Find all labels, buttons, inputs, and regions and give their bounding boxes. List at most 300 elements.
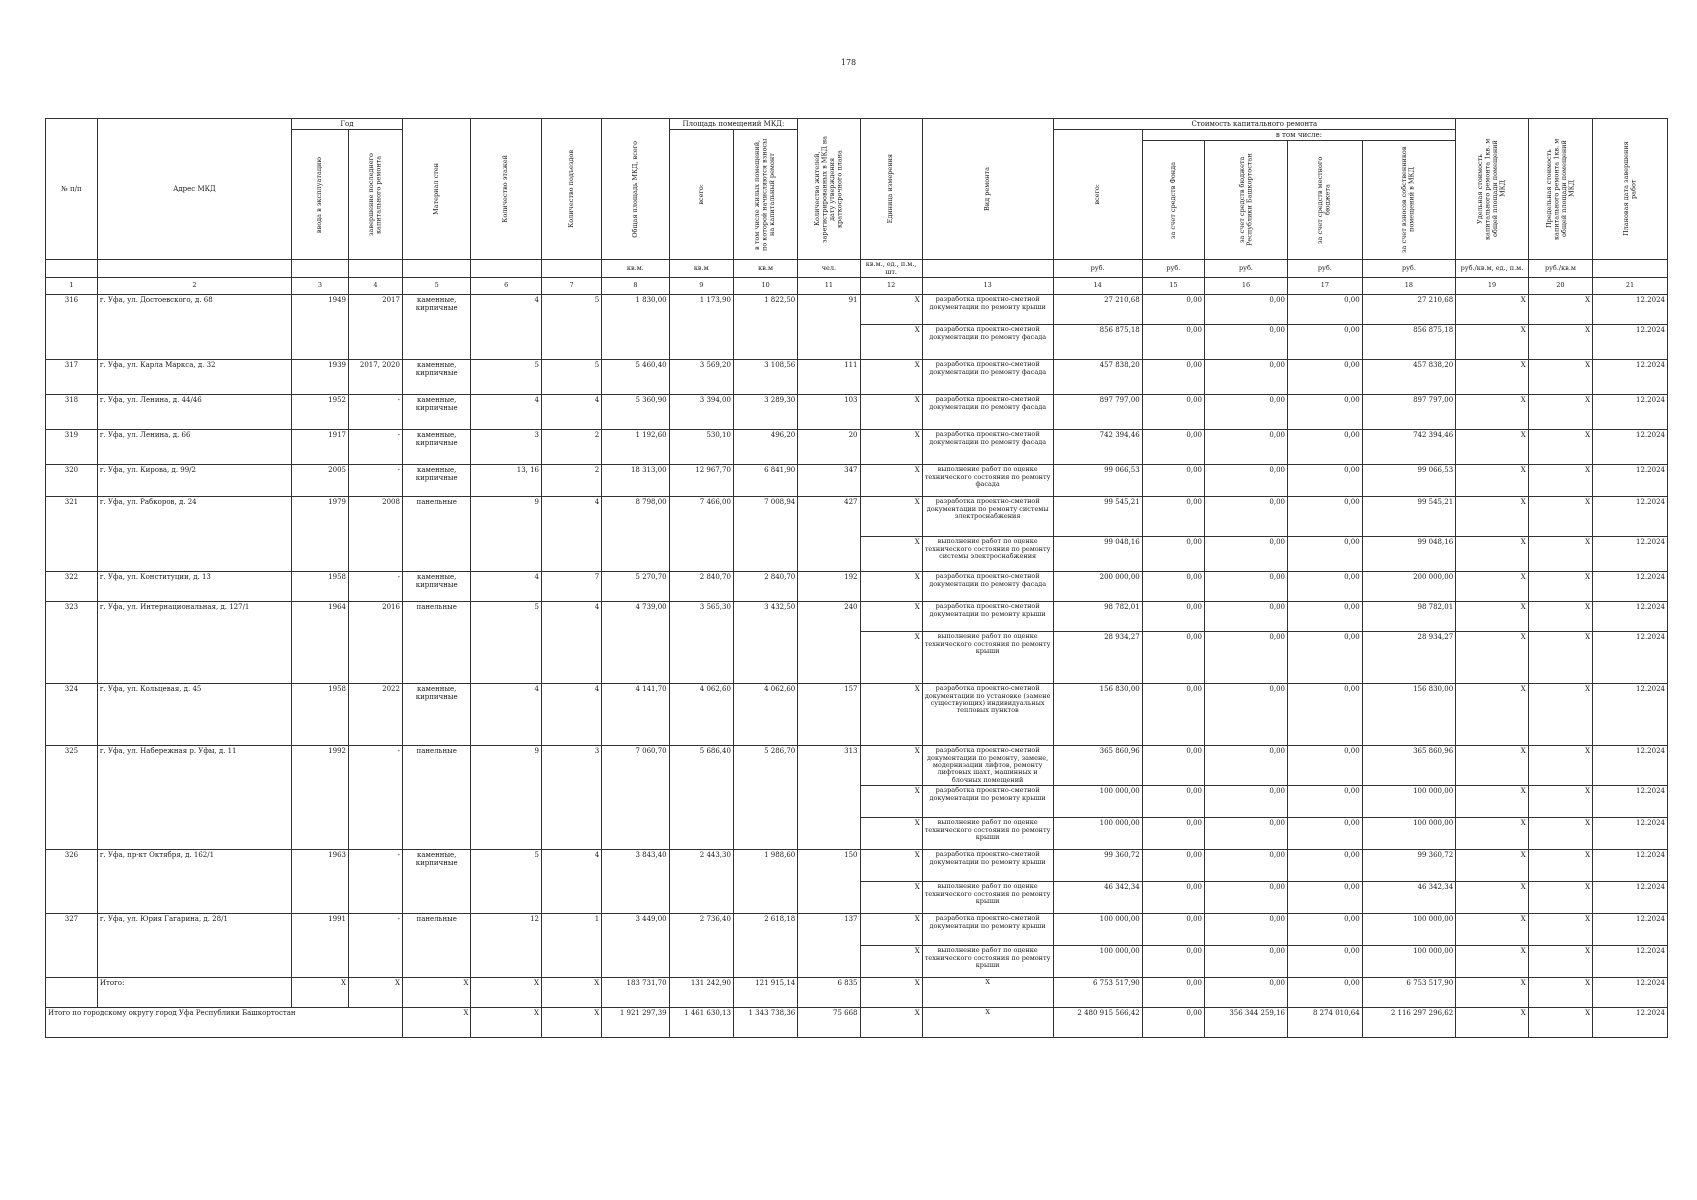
cost-fund-cell: 0,00	[1142, 465, 1204, 497]
cost-owners-cell: 27 210,68	[1362, 295, 1455, 325]
table-body	[46, 295, 1668, 1038]
cost-total-cell: 365 860,96	[1053, 746, 1142, 786]
cost-total-cell: 742 394,46	[1053, 430, 1142, 465]
grand-total-row	[46, 1008, 1668, 1038]
header-cost-group: Стоимость капитального ремонта	[1053, 119, 1456, 130]
cost-owners-cell: 856 875,18	[1362, 325, 1455, 360]
unit-cell: X	[860, 684, 922, 746]
floors-cell: 4	[471, 572, 542, 602]
entrances-cell: 3	[542, 746, 602, 850]
year-last-repair-cell: -	[348, 465, 402, 497]
year-commissioned-cell: 1949	[291, 295, 348, 360]
max-cost-cell: X	[1528, 746, 1592, 786]
subtotal-en-cell: X	[542, 978, 602, 1008]
total-area-cell: 3 843,40	[602, 850, 669, 914]
row-number-cell: 324	[46, 684, 98, 746]
residents-cell: 150	[798, 850, 860, 914]
entrances-cell: 2	[542, 465, 602, 497]
table-row	[46, 602, 1668, 632]
floors-cell: 12	[471, 914, 542, 978]
work-type-cell: разработка проектно-сметной документации по установке (замене существующих) индивидуальных тепловых пунктов	[922, 684, 1053, 746]
header-area-group: Площадь помещений МКД:	[669, 119, 798, 130]
floors-cell: 4	[471, 684, 542, 746]
cost-total-cell: 100 000,00	[1053, 946, 1142, 978]
cost-republic-cell: 0,00	[1204, 395, 1287, 430]
floors-cell: 13, 16	[471, 465, 542, 497]
table-row	[46, 684, 1668, 746]
cost-owners-cell: 2 116 297 296,62	[1362, 1008, 1455, 1038]
total-area-cell: 1 830,00	[602, 295, 669, 360]
header-incl: в том числе:	[1142, 130, 1455, 141]
header-area-total: всего:	[669, 130, 733, 260]
plan-date-cell: 12.2024	[1593, 946, 1668, 978]
header-work-type: Вид ремонта	[922, 119, 1053, 260]
cost-local-cell: 0,00	[1288, 360, 1363, 395]
col-index: 11	[798, 278, 860, 295]
unit-cell: руб./кв.м	[1528, 260, 1592, 278]
year-commissioned-cell: 1963	[291, 850, 348, 914]
cost-owners-cell: 98 782,01	[1362, 602, 1455, 632]
table-row	[46, 295, 1668, 325]
cost-owners-cell: 28 934,27	[1362, 632, 1455, 684]
unit-cost-cell: X	[1456, 978, 1529, 1008]
year-last-repair-cell: 2022	[348, 684, 402, 746]
unit-cell: руб./кв.м, ед., п.м.	[1456, 260, 1529, 278]
max-cost-cell: X	[1528, 978, 1592, 1008]
header-total-area: Общая площадь МКД, всего	[602, 119, 669, 260]
floors-cell: 9	[471, 497, 542, 572]
unit-cell: X	[860, 395, 922, 430]
residents-cell: 240	[798, 602, 860, 684]
cost-local-cell: 0,00	[1288, 537, 1363, 572]
grand-total-a3-cell: 1 343 738,36	[733, 1008, 797, 1038]
unit-cell: руб.	[1142, 260, 1204, 278]
unit-cost-cell: X	[1456, 882, 1529, 914]
unit-cell: X	[860, 497, 922, 537]
max-cost-cell: X	[1528, 818, 1592, 850]
work-type-cell: разработка проектно-сметной документации по ремонту крыши	[922, 602, 1053, 632]
cost-republic-cell: 0,00	[1204, 572, 1287, 602]
cost-fund-cell: 0,00	[1142, 537, 1204, 572]
max-cost-cell: X	[1528, 537, 1592, 572]
cost-owners-cell: 100 000,00	[1362, 786, 1455, 818]
header-entrances: Количество подъездов	[542, 119, 602, 260]
area-total-cell: 12 967,70	[669, 465, 733, 497]
entrances-cell: 4	[542, 395, 602, 430]
table-row	[46, 914, 1668, 946]
col-index: 8	[602, 278, 669, 295]
cost-total-cell: 27 210,68	[1053, 295, 1142, 325]
cost-local-cell: 0,00	[1288, 882, 1363, 914]
cost-fund-cell: 0,00	[1142, 395, 1204, 430]
unit-cell	[97, 260, 291, 278]
area-paying-cell: 3 108,56	[733, 360, 797, 395]
unit-cost-cell: X	[1456, 914, 1529, 946]
address-cell: г. Уфа, ул. Рабкоров, д. 24	[97, 497, 291, 572]
unit-cost-cell: X	[1456, 572, 1529, 602]
unit-cost-cell: X	[1456, 746, 1529, 786]
unit-cost-cell: X	[1456, 850, 1529, 882]
plan-date-cell: 12.2024	[1593, 360, 1668, 395]
unit-cell: X	[860, 1008, 922, 1038]
residents-cell: 20	[798, 430, 860, 465]
plan-date-cell: 12.2024	[1593, 978, 1668, 1008]
col-index: 3	[291, 278, 348, 295]
table-row	[46, 395, 1668, 430]
floors-cell: 5	[471, 602, 542, 684]
header-plan-date: Плановая дата завершения работ	[1593, 119, 1668, 260]
total-area-cell: 3 449,00	[602, 914, 669, 978]
header-floors: Количество этажей	[471, 119, 542, 260]
unit-cell	[348, 260, 402, 278]
col-index: 20	[1528, 278, 1592, 295]
area-paying-cell: 7 008,94	[733, 497, 797, 572]
total-area-cell: 7 060,70	[602, 746, 669, 850]
cost-owners-cell: 742 394,46	[1362, 430, 1455, 465]
unit-cost-cell: X	[1456, 395, 1529, 430]
work-type-cell: выполнение работ по оценке технического состояния по ремонту крыши	[922, 882, 1053, 914]
cost-total-cell: 99 545,21	[1053, 497, 1142, 537]
entrances-cell: 4	[542, 602, 602, 684]
subtotal-y2-cell: X	[348, 978, 402, 1008]
address-cell: г. Уфа, ул. Кольцевая, д. 45	[97, 684, 291, 746]
plan-date-cell: 12.2024	[1593, 602, 1668, 632]
cost-total-cell: 2 480 915 566,42	[1053, 1008, 1142, 1038]
cost-republic-cell: 0,00	[1204, 602, 1287, 632]
cost-local-cell: 0,00	[1288, 325, 1363, 360]
year-commissioned-cell: 1979	[291, 497, 348, 572]
unit-cell	[402, 260, 470, 278]
header-wall-material: Материал стен	[402, 119, 470, 260]
cost-owners-cell: 897 797,00	[1362, 395, 1455, 430]
year-commissioned-cell: 1939	[291, 360, 348, 395]
max-cost-cell: X	[1528, 914, 1592, 946]
cost-republic-cell: 0,00	[1204, 537, 1287, 572]
header-max-cost: Предельная стоимость капитального ремонта 1кв. м общей площади помещений МКД	[1528, 119, 1592, 260]
col-index: 18	[1362, 278, 1455, 295]
cost-owners-cell: 156 830,00	[1362, 684, 1455, 746]
header-unit-cost: Удельная стоимость капитального ремонта 1кв. м общей площади помещений МКД	[1456, 119, 1529, 260]
cost-local-cell: 0,00	[1288, 465, 1363, 497]
cost-republic-cell: 0,00	[1204, 360, 1287, 395]
plan-date-cell: 12.2024	[1593, 882, 1668, 914]
cost-fund-cell: 0,00	[1142, 325, 1204, 360]
cost-local-cell: 0,00	[1288, 430, 1363, 465]
max-cost-cell: X	[1528, 465, 1592, 497]
year-last-repair-cell: 2016	[348, 602, 402, 684]
plan-date-cell: 12.2024	[1593, 818, 1668, 850]
col-index: 13	[922, 278, 1053, 295]
address-cell: г. Уфа, ул. Карла Маркса, д. 32	[97, 360, 291, 395]
cost-republic-cell: 0,00	[1204, 978, 1287, 1008]
grand-total-a2-cell: 1 461 630,13	[669, 1008, 733, 1038]
cost-local-cell: 0,00	[1288, 684, 1363, 746]
floors-cell: 4	[471, 295, 542, 360]
col-index: 17	[1288, 278, 1363, 295]
subtotal-row	[46, 978, 1668, 1008]
total-area-cell: 1 192,60	[602, 430, 669, 465]
header-cost-total: всего:	[1053, 130, 1142, 260]
area-paying-cell: 1 988,60	[733, 850, 797, 914]
area-paying-cell: 496,20	[733, 430, 797, 465]
subtotal-mat-cell: X	[402, 978, 470, 1008]
residents-cell: 313	[798, 746, 860, 850]
year-commissioned-cell: 1992	[291, 746, 348, 850]
work-type-cell: разработка проектно-сметной документации по ремонту крыши	[922, 850, 1053, 882]
cost-fund-cell: 0,00	[1142, 572, 1204, 602]
cost-local-cell: 0,00	[1288, 572, 1363, 602]
col-index: 4	[348, 278, 402, 295]
subtotal-a2-cell: 131 242,90	[669, 978, 733, 1008]
entrances-cell: 1	[542, 914, 602, 978]
subtotal-label: Итого:	[97, 978, 291, 1008]
cost-local-cell: 0,00	[1288, 786, 1363, 818]
unit-cell: X	[860, 632, 922, 684]
area-paying-cell: 3 432,50	[733, 602, 797, 684]
cost-local-cell: 0,00	[1288, 978, 1363, 1008]
header-year-commissioned: ввода в эксплуатацию	[291, 130, 348, 260]
col-index: 21	[1593, 278, 1668, 295]
unit-cost-cell: X	[1456, 1008, 1529, 1038]
row-number-cell: 323	[46, 602, 98, 684]
unit-cost-cell: X	[1456, 325, 1529, 360]
cost-local-cell: 0,00	[1288, 295, 1363, 325]
cost-total-cell: 28 934,27	[1053, 632, 1142, 684]
plan-date-cell: 12.2024	[1593, 572, 1668, 602]
header-cost-republic: за счет средств бюджета Республики Башкортостан	[1204, 141, 1287, 260]
page-number: 178	[840, 58, 857, 67]
header-residents: Количество жителей, зарегистрированных в МКД на дату утверждения краткосрочного плана	[798, 119, 860, 260]
unit-cost-cell: X	[1456, 946, 1529, 978]
work-type-cell: X	[922, 1008, 1053, 1038]
row-number-cell: 321	[46, 497, 98, 572]
row-number-cell: 317	[46, 360, 98, 395]
table-row	[46, 850, 1668, 882]
cost-owners-cell: 200 000,00	[1362, 572, 1455, 602]
work-type-cell: X	[922, 978, 1053, 1008]
table-row	[46, 430, 1668, 465]
cost-owners-cell: 99 360,72	[1362, 850, 1455, 882]
area-total-cell: 2 736,40	[669, 914, 733, 978]
cost-total-cell: 457 838,20	[1053, 360, 1142, 395]
area-total-cell: 2 443,30	[669, 850, 733, 914]
cost-local-cell: 0,00	[1288, 746, 1363, 786]
cost-fund-cell: 0,00	[1142, 632, 1204, 684]
total-area-cell: 5 270,70	[602, 572, 669, 602]
unit-cell: X	[860, 946, 922, 978]
cost-republic-cell: 0,00	[1204, 746, 1287, 786]
area-paying-cell: 2 618,18	[733, 914, 797, 978]
cost-owners-cell: 457 838,20	[1362, 360, 1455, 395]
row-number-cell: 326	[46, 850, 98, 914]
cost-owners-cell: 99 048,16	[1362, 537, 1455, 572]
cost-total-cell: 897 797,00	[1053, 395, 1142, 430]
cost-republic-cell: 0,00	[1204, 325, 1287, 360]
cost-total-cell: 156 830,00	[1053, 684, 1142, 746]
entrances-cell: 2	[542, 430, 602, 465]
header-area-paying: в том числе жилых помещений, по которой начисляются взносы на капитальный ремонт	[733, 130, 797, 260]
residents-cell: 103	[798, 395, 860, 430]
unit-cell: кв.м., ед., п.м., шт.	[860, 260, 922, 278]
cost-owners-cell: 365 860,96	[1362, 746, 1455, 786]
subtotal-res-cell: 6 835	[798, 978, 860, 1008]
area-total-cell: 7 466,00	[669, 497, 733, 572]
wall-material-cell: каменные, кирпичные	[402, 295, 470, 360]
cost-total-cell: 200 000,00	[1053, 572, 1142, 602]
unit-cost-cell: X	[1456, 632, 1529, 684]
plan-date-cell: 12.2024	[1593, 497, 1668, 537]
address-cell: г. Уфа, ул. Юрия Гагарина, д. 28/1	[97, 914, 291, 978]
unit-cost-cell: X	[1456, 684, 1529, 746]
unit-cell: X	[860, 882, 922, 914]
area-total-cell: 5 686,40	[669, 746, 733, 850]
units-row	[46, 260, 1668, 278]
col-index: 6	[471, 278, 542, 295]
cost-fund-cell: 0,00	[1142, 295, 1204, 325]
cost-local-cell: 0,00	[1288, 602, 1363, 632]
wall-material-cell: каменные, кирпичные	[402, 572, 470, 602]
unit-cell	[1593, 260, 1668, 278]
plan-date-cell: 12.2024	[1593, 1008, 1668, 1038]
plan-date-cell: 12.2024	[1593, 430, 1668, 465]
grand-total-en-cell: X	[542, 1008, 602, 1038]
table-row	[46, 572, 1668, 602]
plan-date-cell: 12.2024	[1593, 632, 1668, 684]
cost-total-cell: 100 000,00	[1053, 786, 1142, 818]
year-last-repair-cell: -	[348, 850, 402, 914]
work-type-cell: разработка проектно-сметной документации по ремонту системы электроснабжения	[922, 497, 1053, 537]
cost-fund-cell: 0,00	[1142, 684, 1204, 746]
cost-owners-cell: 46 342,34	[1362, 882, 1455, 914]
header-year-group: Год	[291, 119, 402, 130]
unit-cell: кв.м	[669, 260, 733, 278]
area-total-cell: 3 394,00	[669, 395, 733, 430]
cost-republic-cell: 356 344 259,16	[1204, 1008, 1287, 1038]
floors-cell: 9	[471, 746, 542, 850]
unit-cell: кв.м.	[602, 260, 669, 278]
max-cost-cell: X	[1528, 684, 1592, 746]
row-number-cell: 318	[46, 395, 98, 430]
grand-total-mat-cell: X	[402, 1008, 470, 1038]
area-paying-cell: 6 841,90	[733, 465, 797, 497]
row-number-cell	[46, 978, 98, 1008]
unit-cell	[471, 260, 542, 278]
plan-date-cell: 12.2024	[1593, 465, 1668, 497]
work-type-cell: разработка проектно-сметной документации по ремонту фасада	[922, 430, 1053, 465]
col-index: 16	[1204, 278, 1287, 295]
work-type-cell: разработка проектно-сметной документации по ремонту крыши	[922, 914, 1053, 946]
row-number-cell: 319	[46, 430, 98, 465]
wall-material-cell: каменные, кирпичные	[402, 465, 470, 497]
work-type-cell: выполнение работ по оценке технического состояния по ремонту крыши	[922, 946, 1053, 978]
col-index: 15	[1142, 278, 1204, 295]
year-commissioned-cell: 1958	[291, 572, 348, 602]
cost-owners-cell: 6 753 517,90	[1362, 978, 1455, 1008]
table-row	[46, 497, 1668, 537]
max-cost-cell: X	[1528, 430, 1592, 465]
unit-cell: X	[860, 978, 922, 1008]
address-cell: г. Уфа, ул. Набережная р. Уфы, д. 11	[97, 746, 291, 850]
plan-date-cell: 12.2024	[1593, 850, 1668, 882]
work-type-cell: разработка проектно-сметной документации по ремонту крыши	[922, 295, 1053, 325]
cost-fund-cell: 0,00	[1142, 818, 1204, 850]
total-area-cell: 8 798,00	[602, 497, 669, 572]
area-paying-cell: 1 822,50	[733, 295, 797, 360]
plan-date-cell: 12.2024	[1593, 684, 1668, 746]
cost-fund-cell: 0,00	[1142, 850, 1204, 882]
area-total-cell: 4 062,60	[669, 684, 733, 746]
table-row	[46, 746, 1668, 786]
year-last-repair-cell: -	[348, 914, 402, 978]
table-header	[46, 119, 1668, 295]
unit-cell: чел.	[798, 260, 860, 278]
floors-cell: 5	[471, 360, 542, 395]
wall-material-cell: каменные, кирпичные	[402, 684, 470, 746]
cost-total-cell: 99 066,53	[1053, 465, 1142, 497]
unit-cost-cell: X	[1456, 360, 1529, 395]
col-index: 5	[402, 278, 470, 295]
unit-cell: кв.м	[733, 260, 797, 278]
table-row	[46, 465, 1668, 497]
capital-repair-table	[45, 118, 1668, 1038]
unit-cost-cell: X	[1456, 602, 1529, 632]
cost-local-cell: 0,00	[1288, 818, 1363, 850]
unit-cell: руб.	[1362, 260, 1455, 278]
total-area-cell: 4 141,70	[602, 684, 669, 746]
cost-republic-cell: 0,00	[1204, 786, 1287, 818]
year-last-repair-cell: 2017, 2020	[348, 360, 402, 395]
cost-republic-cell: 0,00	[1204, 818, 1287, 850]
max-cost-cell: X	[1528, 295, 1592, 325]
year-last-repair-cell: -	[348, 746, 402, 850]
unit-cell: руб.	[1204, 260, 1287, 278]
max-cost-cell: X	[1528, 850, 1592, 882]
max-cost-cell: X	[1528, 602, 1592, 632]
cost-republic-cell: 0,00	[1204, 295, 1287, 325]
cost-fund-cell: 0,00	[1142, 602, 1204, 632]
cost-republic-cell: 0,00	[1204, 684, 1287, 746]
cost-fund-cell: 0,00	[1142, 430, 1204, 465]
wall-material-cell: панельные	[402, 602, 470, 684]
year-last-repair-cell: -	[348, 395, 402, 430]
cost-total-cell: 46 342,34	[1053, 882, 1142, 914]
cost-fund-cell: 0,00	[1142, 914, 1204, 946]
subtotal-y1-cell: X	[291, 978, 348, 1008]
header-cost-owners: за счет взносов собственников помещений в МКД	[1362, 141, 1455, 260]
residents-cell: 111	[798, 360, 860, 395]
plan-date-cell: 12.2024	[1593, 295, 1668, 325]
year-commissioned-cell: 1952	[291, 395, 348, 430]
cost-total-cell: 856 875,18	[1053, 325, 1142, 360]
unit-cost-cell: X	[1456, 537, 1529, 572]
cost-fund-cell: 0,00	[1142, 978, 1204, 1008]
col-index: 1	[46, 278, 98, 295]
floors-cell: 5	[471, 850, 542, 914]
work-type-cell: разработка проектно-сметной документации по ремонту фасада	[922, 395, 1053, 430]
plan-date-cell: 12.2024	[1593, 325, 1668, 360]
header-no: № п/п	[46, 119, 98, 260]
work-type-cell: выполнение работ по оценке технического состояния по ремонту крыши	[922, 632, 1053, 684]
grand-total-a1-cell: 1 921 297,39	[602, 1008, 669, 1038]
cost-local-cell: 0,00	[1288, 946, 1363, 978]
grand-total-fl-cell: X	[471, 1008, 542, 1038]
address-cell: г. Уфа, ул. Интернациональная, д. 127/1	[97, 602, 291, 684]
plan-date-cell: 12.2024	[1593, 914, 1668, 946]
total-area-cell: 5 460,40	[602, 360, 669, 395]
max-cost-cell: X	[1528, 786, 1592, 818]
unit-cost-cell: X	[1456, 465, 1529, 497]
work-type-cell: разработка проектно-сметной документации по ремонту, замене, модернизации лифтов, ремонту лифтовых шахт, машинных и блочных помещений	[922, 746, 1053, 786]
